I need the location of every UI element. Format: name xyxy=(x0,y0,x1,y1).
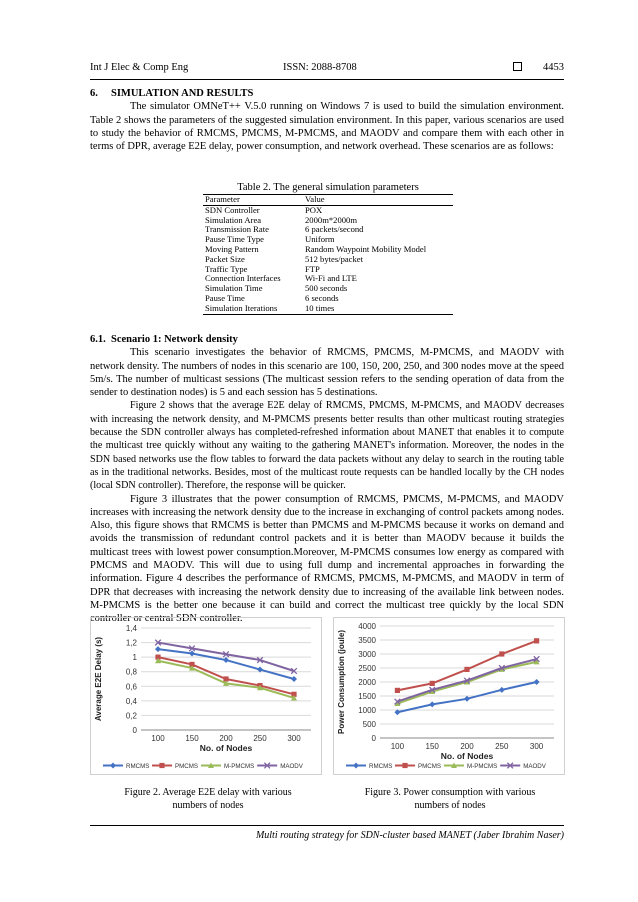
legend-item xyxy=(395,763,441,770)
section-6-1 xyxy=(90,333,564,626)
data-point xyxy=(402,763,407,768)
x-tick-label: 150 xyxy=(185,734,199,743)
y-tick-label: 1,2 xyxy=(125,638,137,648)
column-header-parameter: Parameter xyxy=(205,194,240,204)
parameter-cell: Pause Time Type xyxy=(205,234,264,245)
table-2-caption: Table 2. The general simulation parameters xyxy=(237,182,419,193)
legend-label: M-PMCMS xyxy=(224,763,255,770)
parameter-cell: Simulation Area xyxy=(205,214,262,225)
value-cell: 500 seconds xyxy=(305,283,348,294)
figure-3-frame xyxy=(333,617,565,775)
data-point xyxy=(353,763,359,769)
section-6 xyxy=(90,87,564,153)
y-tick-label: 0,4 xyxy=(125,696,137,706)
parameter-cell: Transmission Rate xyxy=(205,224,269,235)
x-tick-label: 100 xyxy=(151,734,165,743)
value-cell: 6 packets/second xyxy=(305,224,364,235)
y-tick-label: 0,8 xyxy=(125,667,137,677)
figure-2-caption: Figure 2. Average E2E delay with various numbers of nodes xyxy=(124,787,292,811)
legend-label: RMCMS xyxy=(126,763,150,770)
data-point xyxy=(464,667,469,672)
x-tick-label: 250 xyxy=(253,734,267,743)
value-cell: 10 times xyxy=(305,302,335,313)
section-6-1-paragraph-2: Figure 2 shows that the average E2E delay of RMCMS, PMCMS, M-PMCMS, and MAODV decreases with increasing the network density, and M-PMCMS presents better results than other multicast routing strategies because the SDN controller always has completed-refreshed information about MANET that enables it to compute the multicast tree quickly without any waiting to the gathering MANET's information. Moreover, the nodes in the SDN based networks use the flow tables to forward the data packets without any delay to search in the routing table as in the traditional networks. Besides, most of the multicast route requests can be handled locally by the CH nodes (local SDN controller). Therefore, the response will be quicker. xyxy=(90,400,564,492)
y-tick-label: 0,6 xyxy=(125,682,137,692)
y-tick-label: 2000 xyxy=(358,678,376,687)
issn: ISSN: 2088-8708 xyxy=(283,62,357,73)
legend-label: PMCMS xyxy=(175,763,199,770)
header-rule xyxy=(90,79,564,80)
y-tick-label: 4000 xyxy=(358,622,376,631)
chart-legend xyxy=(103,763,304,771)
parameter-cell: Connection Interfaces xyxy=(205,273,281,284)
value-cell: Wi-Fi and LTE xyxy=(305,273,357,284)
value-cell: Random Waypoint Mobility Model xyxy=(305,243,427,254)
section-6-paragraph: The simulator OMNeT++ V.5.0 running on Windows 7 is used to build the simulation environment. Table 2 shows the parameters of the suggested simulation environment. In this paper, various scenarios are used to study the behavior of RMCMS, PMCMS, M-PMCMS, and MAODV and compare them with each other in terms of DPR, average E2E delay, power consumption, and network overhead. These scenarios are as follows: xyxy=(90,101,564,153)
x-tick-label: 300 xyxy=(287,734,301,743)
figure-2-frame xyxy=(90,617,322,775)
legend-item xyxy=(444,763,497,771)
data-point xyxy=(499,687,505,693)
x-tick-label: 250 xyxy=(495,742,509,751)
data-point xyxy=(499,651,504,656)
section-6-title: 6. SIMULATION AND RESULTS xyxy=(90,88,254,99)
data-point xyxy=(534,638,539,643)
data-point xyxy=(429,701,435,707)
legend-item xyxy=(500,763,547,770)
parameter-cell: Pause Time xyxy=(205,292,245,303)
value-cell: 6 seconds xyxy=(305,292,339,303)
y-tick-label: 0,2 xyxy=(125,711,137,721)
y-tick-label: 1500 xyxy=(358,692,376,701)
value-cell: 512 bytes/packet xyxy=(305,253,363,264)
y-tick-label: 1 xyxy=(132,653,137,663)
legend-label: RMCMS xyxy=(369,763,393,770)
legend-item xyxy=(103,763,149,771)
legend-item xyxy=(346,763,392,771)
y-tick-label: 0 xyxy=(371,734,376,743)
x-axis-label: No. of Nodes xyxy=(440,751,494,761)
x-tick-label: 200 xyxy=(219,734,233,743)
y-axis-label: Average E2E Delay (s) xyxy=(94,636,103,722)
section-6-1-title: 6.1. Scenario 1: Network density xyxy=(90,334,238,345)
value-cell: FTP xyxy=(305,263,320,274)
y-axis-label: Power Consumption (joule) xyxy=(337,630,346,734)
value-cell: 2000m*2000m xyxy=(305,214,358,225)
legend-item xyxy=(257,763,304,770)
figure-3-caption: Figure 3. Power consumption with various numbers of nodes xyxy=(364,787,536,811)
parameter-cell: Moving Pattern xyxy=(205,243,259,254)
data-point xyxy=(534,679,540,685)
data-point xyxy=(430,681,435,686)
section-6-1-paragraph-3: Figure 3 illustrates that the power consumption of RMCMS, PMCMS, M-PMCMS, and MAODV increases with increasing the network density due to the increase in exchanging of control packets among nodes. Also, this figure shows that RMCMS is better than PMCMS and M-PMCMS because it works on demand and avoids the transmission of redundant control packets and it is better than MAODV because it builds the multicast trees with lowest power consumption.Moreover, M-PMCMS consumes low energy as compared with PMCMS and MAODV. This will due to using full dump and incremental approaches in forwarding the information. Figure 4 describes the performance of RMCMS, PMCMS, M-PMCMS, and MAODV in term of DPR that decreases with increasing the network density due to increasing of the available link between nodes. M-PMCMS is the better one because it can build and correct the multicast tree quickly by the local SDN controller or central SDN controller. xyxy=(90,493,564,625)
data-point xyxy=(155,646,161,652)
journal-name: Int J Elec & Comp Eng xyxy=(90,62,189,73)
data-point xyxy=(110,763,116,769)
section-6-1-paragraph-1: This scenario investigates the behavior of RMCMS, PMCMS, M-PMCMS, and MAODV with network density. The numbers of nodes in this scenario are 100, 150, 200, 250, and 300 nodes move at the speed 5m/s. The number of multicast sessions (The multicast session refers to the sending operation of data from the sender to destination nodes) is 5 and each session has 5 destinations. xyxy=(90,347,564,399)
running-header xyxy=(90,62,564,76)
y-tick-label: 3500 xyxy=(358,636,376,645)
parameter-cell: Simulation Time xyxy=(205,283,263,294)
figure-3-chart xyxy=(334,618,564,774)
legend-item xyxy=(152,763,198,770)
chart-legend xyxy=(346,763,547,771)
legend-label: MAODV xyxy=(280,763,303,770)
parameters-table xyxy=(203,194,453,315)
data-point xyxy=(291,676,297,682)
table-2 xyxy=(203,181,453,315)
y-tick-label: 3000 xyxy=(358,650,376,659)
data-point xyxy=(395,688,400,693)
parameter-cell: Traffic Type xyxy=(205,263,248,274)
x-tick-label: 200 xyxy=(460,742,474,751)
parameter-cell: Packet Size xyxy=(205,253,245,264)
y-tick-label: 2500 xyxy=(358,664,376,673)
data-point xyxy=(159,763,164,768)
y-tick-label: 500 xyxy=(362,720,376,729)
table-row xyxy=(203,304,453,314)
parameter-cell: Simulation Iterations xyxy=(205,302,278,313)
table-header-row xyxy=(203,195,453,206)
legend-label: MAODV xyxy=(523,763,546,770)
x-axis-label: No. of Nodes xyxy=(199,743,253,753)
column-header-value: Value xyxy=(305,194,325,204)
x-tick-label: 100 xyxy=(390,742,405,751)
running-footer: Multi routing strategy for SDN-cluster based MANET (Jaber Ibrahim Naser) xyxy=(255,830,564,841)
legend-label: M-PMCMS xyxy=(467,763,498,770)
value-cell: POX xyxy=(305,204,323,215)
y-tick-label: 1,4 xyxy=(125,624,137,633)
y-tick-label: 1000 xyxy=(358,706,376,715)
y-tick-label: 0 xyxy=(132,726,137,735)
legend-item xyxy=(201,763,254,771)
legend-label: PMCMS xyxy=(418,763,442,770)
x-tick-label: 150 xyxy=(425,742,439,751)
value-cell: Uniform xyxy=(305,234,335,245)
data-point xyxy=(464,696,470,702)
page-number: 4453 xyxy=(543,62,564,73)
footer-rule xyxy=(90,825,564,826)
figure-2-chart xyxy=(91,618,321,774)
data-point xyxy=(223,657,229,663)
x-tick-label: 300 xyxy=(529,742,544,751)
parameter-cell: SDN Controller xyxy=(205,204,260,215)
